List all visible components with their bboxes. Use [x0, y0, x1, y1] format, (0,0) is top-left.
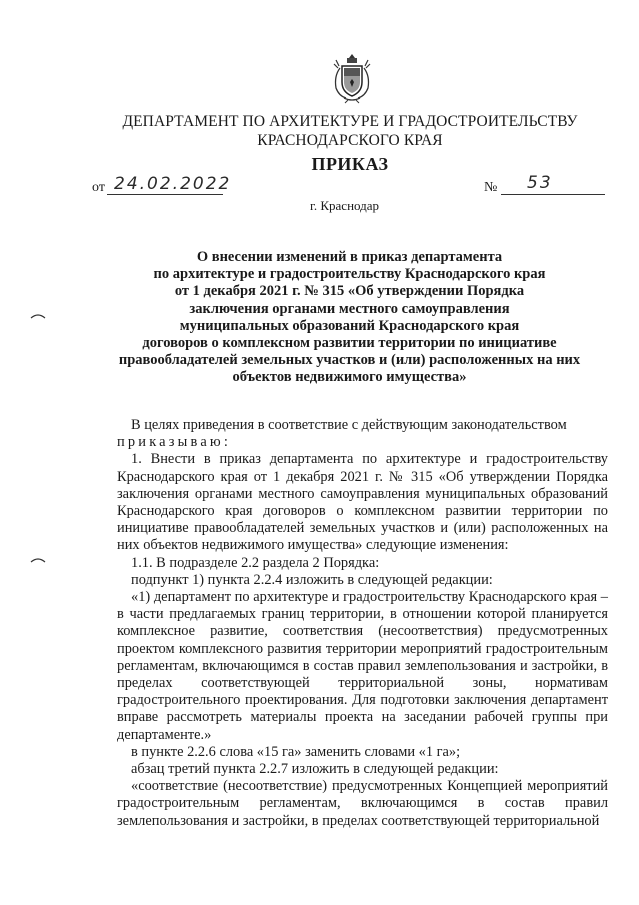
- number-prefix: №: [484, 180, 498, 195]
- body-paragraph: 1.1. В подразделе 2.2 раздела 2 Порядка:: [131, 554, 380, 571]
- heading-line: правообладателей земельных участков и (или) расположенных на них: [118, 352, 581, 369]
- heading-line: муниципальных образований Краснодарского края: [179, 317, 520, 334]
- body-paragraph: абзац третий пункта 2.2.7 изложить в следующей редакции:: [131, 761, 499, 778]
- body-paragraph: в пункте 2.2.6 слова «15 га» заменить словами «1 га»;: [131, 743, 461, 760]
- coat-of-arms-emblem: [330, 52, 374, 104]
- heading-line: договоров о комплексном развитии территории по инициативе: [142, 335, 557, 352]
- margin-mark: [30, 312, 46, 320]
- body-paragraph: «соответствие (несоответствие) предусмотренных Концепцией мероприятий градостроительным регламентам, включающимся в состав правил землепользования и застройки, в пределах соответствующей территориальной: [117, 778, 608, 829]
- department-name-line1: ДЕПАРТАМЕНТ ПО АРХИТЕКТУРЕ И ГРАДОСТРОИТЕЛЬСТВУ: [122, 113, 578, 130]
- heading-line: заключения органами местного самоуправления: [189, 300, 510, 317]
- date-prefix: от: [92, 180, 105, 195]
- order-verb: приказываю:: [117, 434, 232, 451]
- margin-mark: [30, 556, 46, 564]
- document-type-title: ПРИКАЗ: [311, 154, 389, 174]
- body-paragraph: подпункт 1) пункта 2.2.4 изложить в следующей редакции:: [131, 571, 493, 588]
- number-underline: [501, 194, 605, 195]
- order-heading: [112, 249, 587, 387]
- heading-line: объектов недвижимого имущества»: [232, 369, 467, 386]
- heading-line: О внесении изменений в приказ департамента: [196, 249, 503, 265]
- heading-line: от 1 декабря 2021 г. № 315 «Об утверждении Порядка: [174, 283, 525, 300]
- body-paragraph: «1) департамент по архитектуре и градостроительству Краснодарского края – в части предлагаемых границ территории, в отношении которой планируется комплексное развитие, соответствия (несоответствия) предусмотренных проектом комплексного развития территории мероприятий градостроительным регламентам, включающимся в состав правил землепользования и застройки, в пределах соответствующей территориальной зоны, нормативам градостроительного проектирования. Для подготовки заключения департамент вправе рассмотреть материалы проекта на заседании рабочей группы при департаменте.»: [117, 589, 608, 743]
- heading-line: по архитектуре и градостроительству Краснодарского края: [153, 266, 546, 283]
- date-underline: [107, 194, 223, 195]
- city-name: г. Краснодар: [310, 198, 380, 213]
- body-paragraph: В целях приведения в соответствие с действующим законодательством: [131, 417, 567, 433]
- handwritten-date: 24.02.2022: [114, 174, 232, 194]
- handwritten-number: 53: [527, 173, 553, 193]
- department-name-line2: КРАСНОДАРСКОГО КРАЯ: [257, 132, 443, 149]
- body-paragraph: 1. Внести в приказ департамента по архитектуре и градостроительству Краснодарского края от 1 декабря 2021 г. № 315 «Об утверждении Порядка заключения органами местного самоуправления муниципальных образований Краснодарского края договоров о комплексном развитии территории по инициативе правообладателей земельных участков и (или) расположенных на них объектов недвижимого имущества» следующие изменения:: [117, 451, 608, 554]
- order-body: [117, 417, 608, 830]
